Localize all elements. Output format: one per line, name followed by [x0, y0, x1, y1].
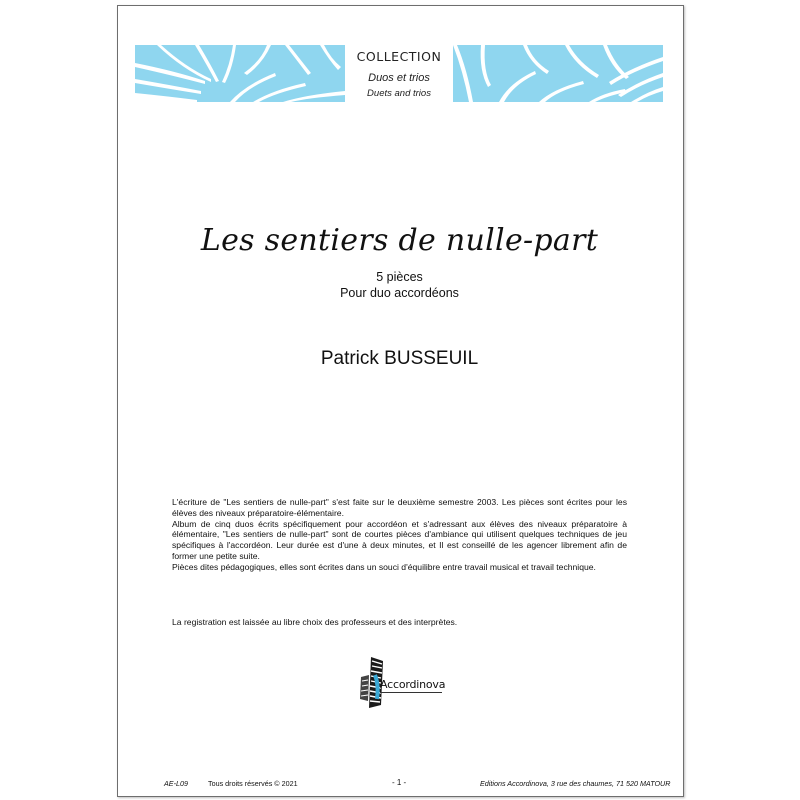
- collection-label: COLLECTION: [356, 49, 442, 64]
- collection-banner: [135, 45, 663, 102]
- banner-stripes-left-icon: [135, 45, 345, 102]
- banner-stripes-right-icon: [453, 45, 663, 102]
- catalog-code: AE-L09: [164, 779, 188, 788]
- collection-subtitle-en: Duets and trios: [367, 88, 431, 99]
- composer-name: Patrick BUSSEUIL: [320, 348, 479, 369]
- description-paragraph: Album de cinq duos écrits spécifiquement pour accordéon et s'adressant aux élèves des niveaux préparatoire à élémentaire, "Les sentiers de nulle-part" sont de courtes pièces d'ambiance qui utilisent quelques techniques de jeu spécifiques à l'accordéon. Leur durée est d'une à deux minutes, et Il est conseillé de les agencer librement afin de former une petite suite.: [172, 518, 627, 561]
- description: [172, 497, 627, 573]
- banner-label-area: [345, 45, 453, 102]
- copyright: Tous droits réservés © 2021: [208, 779, 298, 788]
- collection-subtitle-fr: Duos et trios: [368, 72, 430, 84]
- description-paragraph: L'écriture de "Les sentiers de nulle-part" s'est faite sur le deuxième semestre 2003. Les pièces sont écrites pour les élèves des niveaux préparatoire-élémentaire.: [172, 497, 627, 518]
- publisher-address: Editions Accordinova, 3 rue des chaumes, 71 520 MATOUR: [480, 779, 671, 788]
- pieces-count: 5 pièces: [376, 270, 423, 284]
- instrumentation: Pour duo accordéons: [340, 286, 459, 300]
- publisher-logo: [357, 655, 457, 710]
- page-number: - 1 -: [392, 778, 407, 787]
- publisher-logo-text: Accordinova: [380, 678, 446, 691]
- description-paragraph: Pièces dites pédagogiques, elles sont écrites dans un souci d'équilibre entre travail musical et travail technique.: [172, 561, 596, 572]
- work-title: Les sentiers de nulle-part: [200, 223, 599, 258]
- registration-note: La registration est laissée au libre choix des professeurs et des interprètes.: [172, 617, 458, 627]
- logo-underline: [380, 692, 442, 693]
